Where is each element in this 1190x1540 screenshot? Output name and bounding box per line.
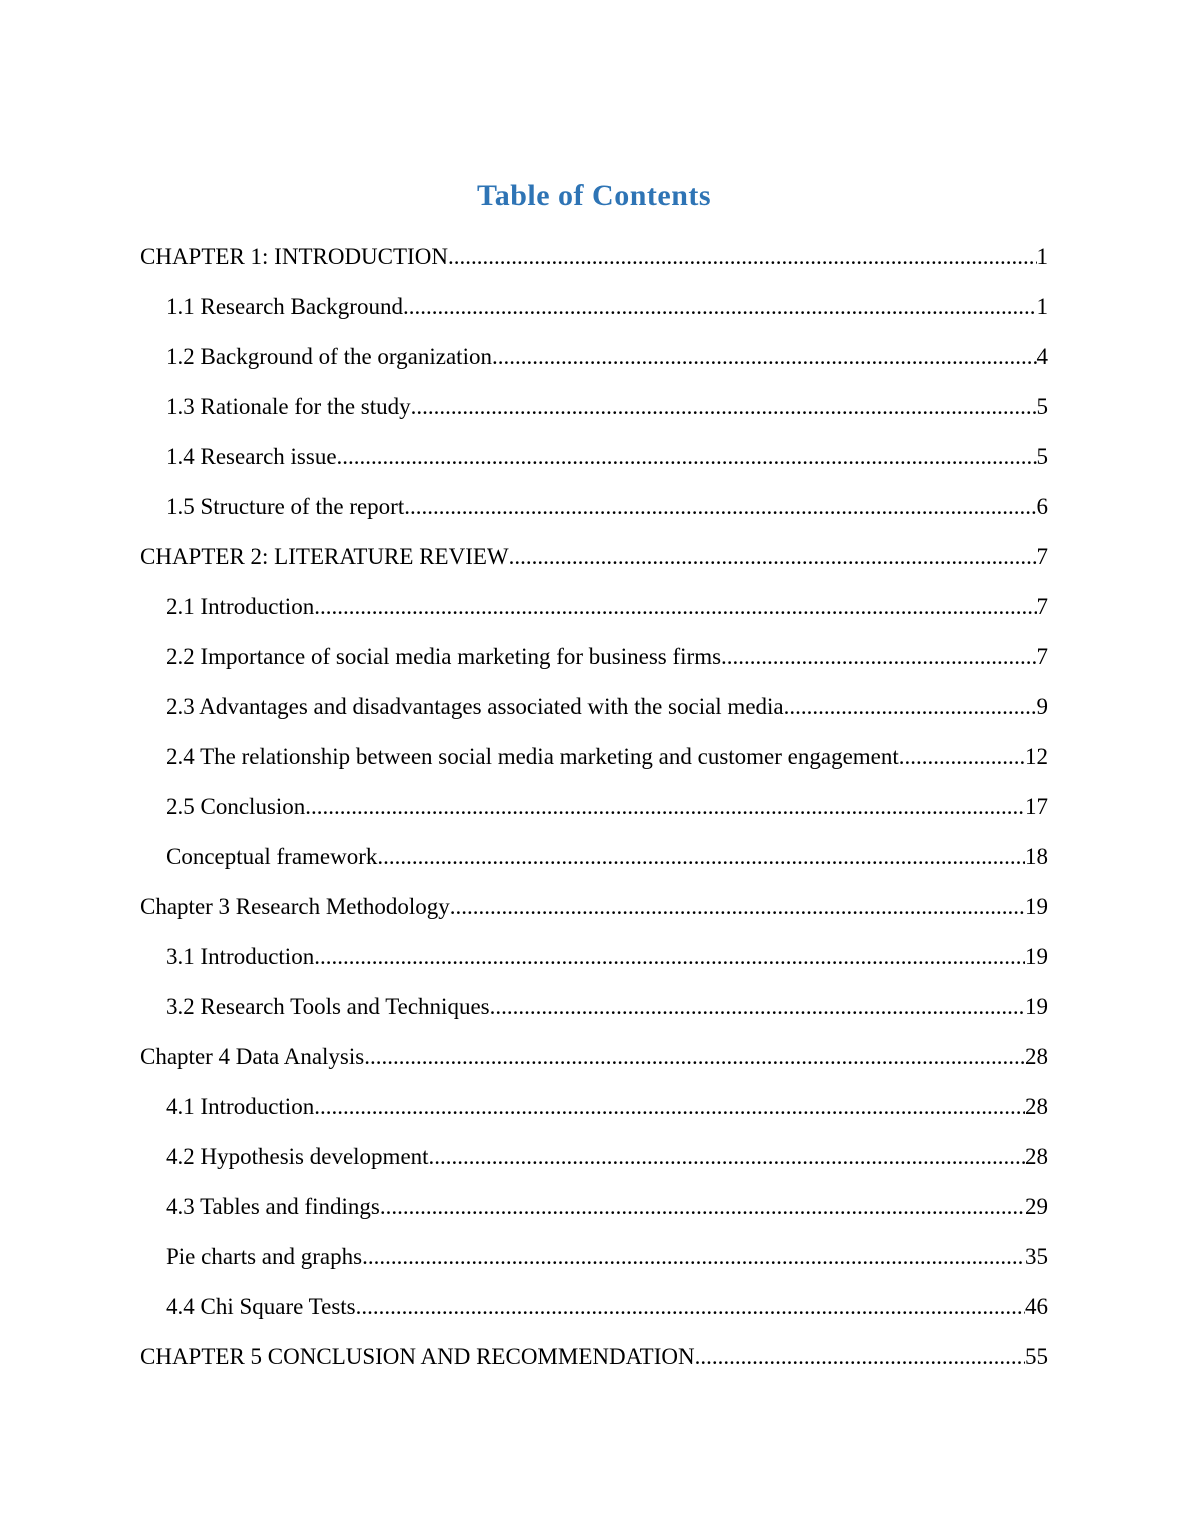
toc-entry-page: 17 [1025,794,1048,819]
toc-entry-page: 18 [1025,844,1048,869]
toc-entry[interactable] [140,1344,1048,1370]
toc-entry[interactable] [140,344,1048,370]
toc-entry-label: Conceptual framework [166,844,378,869]
toc-entry-page: 7 [1036,544,1048,569]
toc-leader-dots [721,644,1036,670]
toc-leader-dots [377,844,1025,870]
toc-entry-page: 1 [1036,294,1048,319]
toc-entry-label: 3.2 Research Tools and Techniques [166,994,490,1019]
toc-entry-label: 4.1 Introduction [166,1094,315,1119]
toc-leader-dots [404,494,1036,520]
toc-entry-page: 35 [1025,1244,1048,1269]
toc-entry[interactable] [140,994,1048,1020]
toc-entry[interactable] [140,794,1048,820]
toc-entry-label: 3.1 Introduction [166,944,315,969]
toc-leader-dots [695,1344,1025,1370]
toc-entry-page: 5 [1036,394,1048,419]
page-title: Table of Contents [476,179,712,212]
toc-leader-dots [411,394,1037,420]
toc-leader-dots [380,1194,1025,1220]
toc-list [140,244,1048,1370]
toc-entry-label: Chapter 3 Research Methodology [140,894,450,919]
toc-leader-dots [314,944,1025,970]
toc-leader-dots [429,1144,1025,1170]
toc-leader-dots [509,544,1037,570]
toc-entry-label: 1.3 Rationale for the study [166,394,411,419]
toc-entry[interactable] [140,744,1048,770]
toc-entry[interactable] [140,1144,1048,1170]
toc-leader-dots [492,344,1037,370]
toc-entry-label: 1.4 Research issue [166,444,337,469]
toc-leader-dots [362,1244,1025,1270]
toc-entry-page: 6 [1036,494,1048,519]
toc-entry-label: 2.1 Introduction [166,594,315,619]
toc-entry-page: 5 [1036,444,1048,469]
toc-entry-label: 2.4 The relationship between social media marketing and customer engagement [166,744,899,769]
toc-entry[interactable] [140,894,1048,920]
toc-entry-label: 2.5 Conclusion [166,794,306,819]
toc-entry-label: 4.3 Tables and findings [166,1194,380,1219]
toc-entry-page: 19 [1025,994,1048,1019]
toc-entry[interactable] [140,644,1048,670]
toc-entry-label: 1.5 Structure of the report [166,494,405,519]
toc-entry-page: 7 [1036,594,1048,619]
toc-entry-label: Pie charts and graphs [166,1244,363,1269]
toc-leader-dots [490,994,1025,1020]
toc-entry-page: 55 [1025,1344,1048,1369]
toc-leader-dots [784,694,1037,720]
toc-entry-page: 29 [1025,1194,1048,1219]
toc-entry-page: 19 [1025,894,1048,919]
toc-leader-dots [364,1044,1025,1070]
toc-leader-dots [448,244,1037,270]
toc-entry[interactable] [140,394,1048,420]
toc-entry-page: 7 [1036,644,1048,669]
toc-entry[interactable] [140,1244,1048,1270]
toc-entry-label: 4.2 Hypothesis development [166,1144,429,1169]
toc-entry-label: CHAPTER 5 CONCLUSION AND RECOMMENDATION [140,1344,695,1369]
toc-entry[interactable] [140,594,1048,620]
toc-entry-label: CHAPTER 2: LITERATURE REVIEW [140,544,509,569]
toc-entry[interactable] [140,1294,1048,1320]
toc-entry[interactable] [140,1044,1048,1070]
toc-entry-label: 1.1 Research Background [166,294,403,319]
toc-entry[interactable] [140,694,1048,720]
toc-entry[interactable] [140,1094,1048,1120]
toc-entry-label: 2.3 Advantages and disadvantages associated with the social media [166,694,784,719]
toc-leader-dots [450,894,1025,920]
toc-entry-page: 28 [1025,1144,1048,1169]
toc-entry[interactable] [140,844,1048,870]
toc-entry-label: Chapter 4 Data Analysis [140,1044,365,1069]
toc-entry[interactable] [140,494,1048,520]
toc-entry[interactable] [140,944,1048,970]
toc-entry-page: 46 [1025,1294,1048,1319]
toc-entry-label: 1.2 Background of the organization [166,344,492,369]
toc-entry-page: 28 [1025,1094,1048,1119]
toc-leader-dots [314,1094,1025,1120]
toc-leader-dots [356,1294,1025,1320]
toc-entry[interactable] [140,294,1048,320]
toc-entry-page: 28 [1025,1044,1048,1069]
toc-entry-page: 9 [1036,694,1048,719]
toc-leader-dots [305,794,1025,820]
toc-entry[interactable] [140,1194,1048,1220]
toc-entry-label: CHAPTER 1: INTRODUCTION [140,244,448,269]
toc-leader-dots [337,444,1037,470]
toc-leader-dots [403,294,1037,320]
toc-entry-label: 2.2 Importance of social media marketing for business firms [166,644,722,669]
toc-entry-page: 1 [1036,244,1048,269]
toc-entry-page: 12 [1025,744,1048,769]
toc-leader-dots [314,594,1036,620]
toc-entry-page: 4 [1036,344,1048,369]
toc-entry-page: 19 [1025,944,1048,969]
toc-entry[interactable] [140,244,1048,270]
toc-entry-label: 4.4 Chi Square Tests [166,1294,356,1319]
toc-entry[interactable] [140,444,1048,470]
toc-entry[interactable] [140,544,1048,570]
toc-leader-dots [899,744,1025,770]
